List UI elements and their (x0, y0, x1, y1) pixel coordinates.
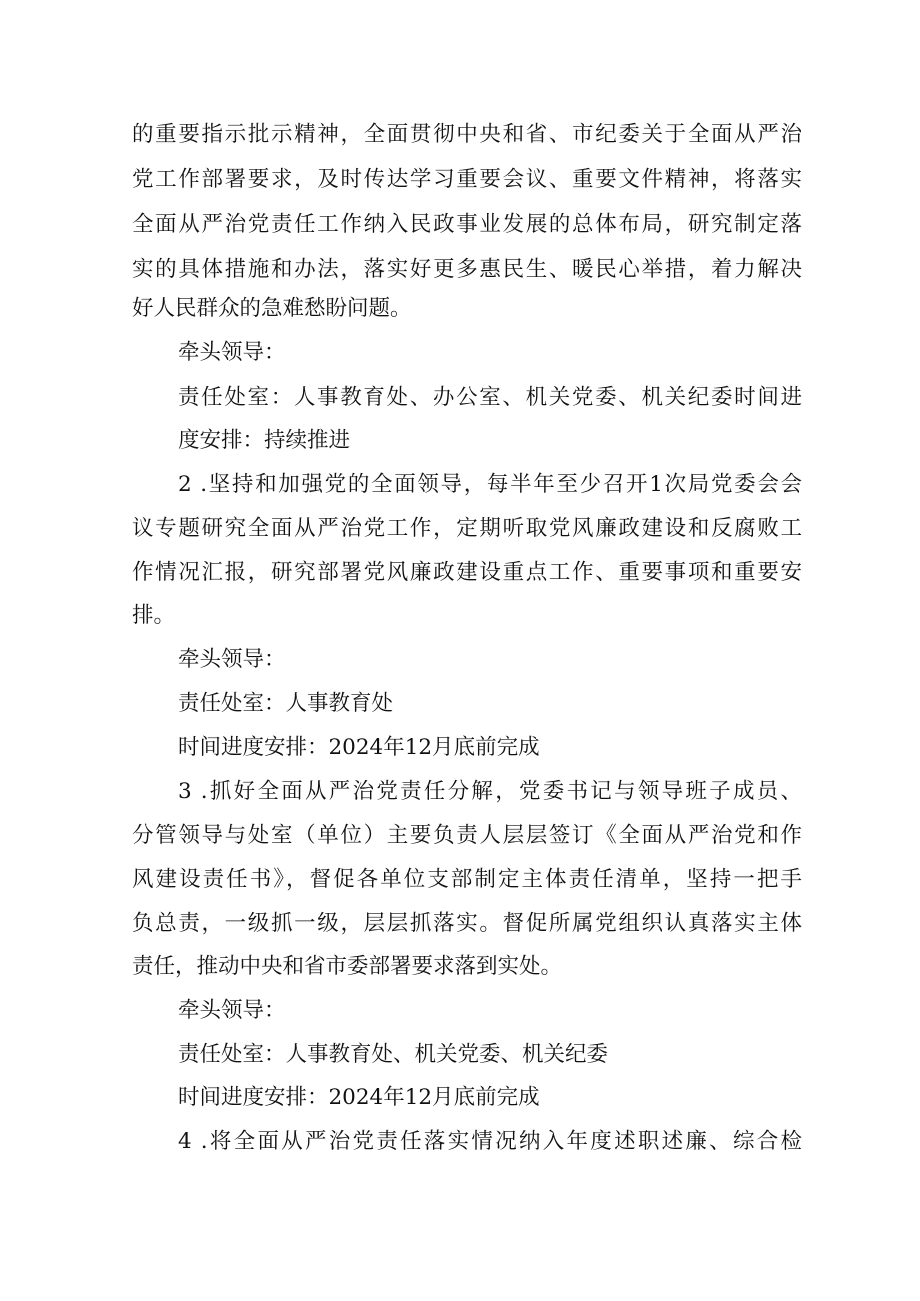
body-text-line: 全面从严治党责任工作纳入民政事业发展的总体布局，研究制定落 (132, 212, 802, 237)
body-text-line: 负总责，一级抓一级，层层抓落实。督促所属党组织认真落实主体 (132, 911, 802, 936)
responsible-office: 责任处室：人事教育处、机关党委、机关纪委 (178, 1042, 609, 1067)
body-text-line: 作情况汇报，研究部署党风廉政建设重点工作、重要事项和重要安 (132, 560, 802, 585)
responsible-office: 责任处室：人事教育处 (178, 691, 394, 716)
responsible-office: 责任处室：人事教育处、办公室、机关党委、机关纪委时间进 (178, 385, 802, 410)
schedule-text: 时间进度安排：2024年12月底前完成 (178, 735, 540, 760)
schedule-text: 时间进度安排：2024年12月底前完成 (178, 1085, 540, 1110)
body-text-line: 议专题研究全面从严治党工作，定期听取党风廉政建设和反腐败工 (132, 516, 802, 541)
body-text-line: 的重要指示批示精神，全面贯彻中央和省、市纪委关于全面从严治 (132, 122, 802, 147)
body-text-line: 排。 (132, 603, 176, 628)
schedule-text: 度安排：持续推进 (178, 428, 351, 453)
item-3-heading: 3 .抓好全面从严治党责任分解，党委书记与领导班子成员、 (178, 779, 802, 804)
body-text-line: 党工作部署要求，及时传达学习重要会议、重要文件精神，将落实 (132, 167, 802, 192)
lead-leader-label: 牵头领导： (178, 998, 286, 1023)
body-text-line: 实的具体措施和办法，落实好更多惠民生、暖民心举措，着力解决 (132, 257, 802, 282)
item-4-heading: 4 .将全面从严治党责任落实情况纳入年度述职述廉、综合检 (178, 1129, 802, 1154)
body-text-line: 责任，推动中央和省市委部署要求落到实处。 (132, 954, 563, 979)
body-text-line: 分管领导与处室（单位）主要负责人层层签订《全面从严治党和作 (132, 823, 802, 848)
body-text-line: 风建设责任书》，督促各单位支部制定主体责任清单，坚持一把手 (132, 867, 802, 892)
item-2-heading: 2 .坚持和加强党的全面领导，每半年至少召开1次局党委会会 (178, 472, 802, 497)
body-text-line: 好人民群众的急难愁盼问题。 (132, 296, 412, 321)
lead-leader-label: 牵头领导： (178, 340, 286, 365)
lead-leader-label: 牵头领导： (178, 647, 286, 672)
